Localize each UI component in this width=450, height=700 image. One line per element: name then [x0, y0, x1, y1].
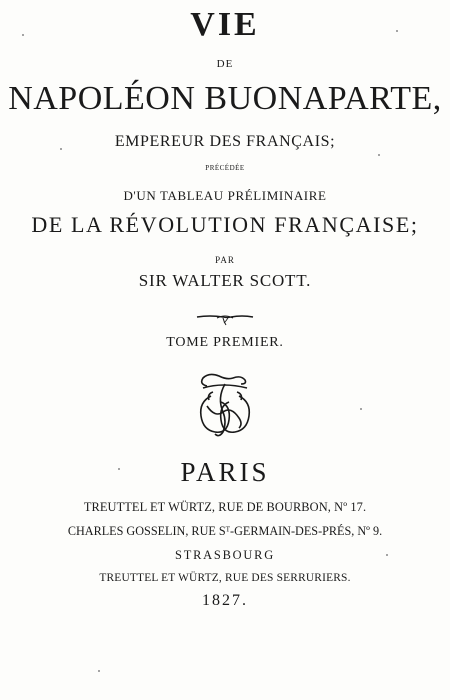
preliminary-table: D'UN TABLEAU PRÉLIMINAIRE — [123, 188, 327, 203]
paper-speck — [396, 30, 398, 32]
preceded-by: PRÉCÉDÉE — [205, 164, 245, 172]
imprint-city: PARIS — [180, 457, 270, 487]
by-label: PAR — [215, 255, 235, 265]
paper-speck — [98, 670, 100, 672]
publisher-line-3: TREUTTEL ET WÜRTZ, RUE DES SERRURIERS. — [99, 572, 351, 584]
paper-speck — [360, 408, 362, 410]
revolution-subtitle: DE LA RÉVOLUTION FRANÇAISE; — [31, 212, 419, 237]
author-name: SIR WALTER SCOTT. — [138, 271, 312, 290]
paper-speck — [60, 148, 62, 150]
ornament-rule-icon — [195, 312, 255, 328]
tw-monogram-icon — [193, 372, 257, 440]
paper-speck — [378, 154, 380, 156]
book-title: VIE — [190, 6, 260, 43]
paper-speck — [22, 34, 24, 36]
volume-label: TOME PREMIER. — [166, 335, 284, 350]
title-connector: DE — [216, 58, 234, 70]
publisher-line-2: CHARLES GOSSELIN, RUE Sᵀ-GERMAIN-DES-PRÉS, Nº 9. — [67, 524, 383, 538]
subject-title: EMPEREUR DES FRANÇAIS; — [114, 133, 336, 150]
paper-speck — [386, 554, 388, 556]
book-subject: NAPOLÉON BUONAPARTE, — [8, 80, 442, 117]
imprint-city-2: STRASBOURG — [175, 548, 275, 562]
ornamental-rule — [0, 312, 450, 328]
publication-year: 1827. — [202, 592, 248, 609]
paper-speck — [118, 468, 120, 470]
publisher-line-1: TREUTTEL ET WÜRTZ, RUE DE BOURBON, Nº 17. — [83, 500, 367, 514]
